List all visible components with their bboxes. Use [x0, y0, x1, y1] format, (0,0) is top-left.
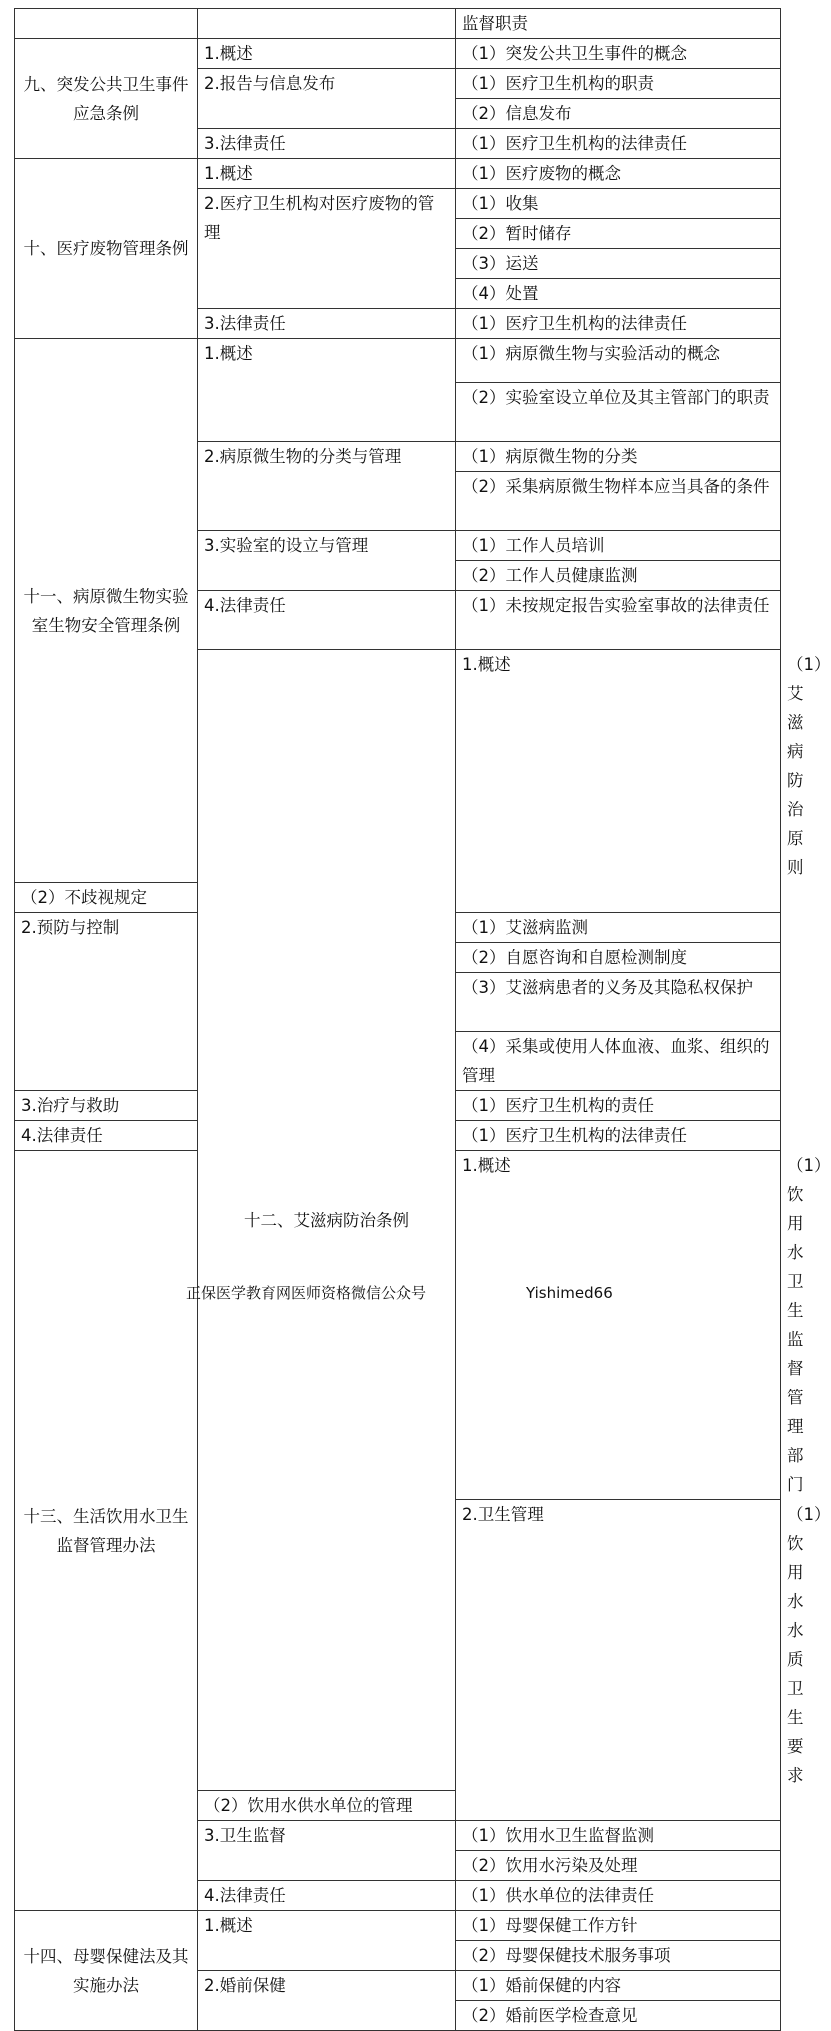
footer-source-text: 正保医学教育网医师资格微信公众号	[186, 1284, 427, 1302]
point-text: （2）自愿咨询和自愿检测制度	[456, 943, 781, 973]
point-text: （1）病原微生物与实验活动的概念	[456, 339, 781, 383]
item-label: 1.概述	[456, 650, 781, 913]
point-text: （2）婚前医学检查意见	[456, 2001, 781, 2031]
point-text: （1）医疗卫生机构的法律责任	[456, 129, 781, 159]
item-label: 3.法律责任	[198, 129, 456, 159]
point-text: （2）不歧视规定	[15, 883, 198, 913]
point-text: （1）婚前保健的内容	[456, 1971, 781, 2001]
point-text: （2）采集病原微生物样本应当具备的条件	[456, 472, 781, 531]
point-text: （2）饮用水污染及处理	[456, 1851, 781, 1881]
point-text: （1）病原微生物的分类	[456, 442, 781, 472]
item-label: 4.法律责任	[198, 1881, 456, 1911]
table-row	[15, 1911, 781, 1941]
point-text: （1）工作人员培训	[456, 531, 781, 561]
item-label: 2.卫生管理	[456, 1500, 781, 1821]
point-text: （1）艾滋病监测	[456, 913, 781, 943]
point-text: （1）医疗废物的概念	[456, 159, 781, 189]
table-row	[15, 339, 781, 383]
item-label: 3.实验室的设立与管理	[198, 531, 456, 591]
point-text: （1）突发公共卫生事件的概念	[456, 39, 781, 69]
unit-title: 十、医疗废物管理条例	[15, 159, 198, 339]
point-text: （1）饮用水卫生监督监测	[456, 1821, 781, 1851]
unit-title: 十四、母婴保健法及其实施办法	[15, 1911, 198, 2031]
point-text: （2）母婴保健技术服务事项	[456, 1941, 781, 1971]
point-text: （4）采集或使用人体血液、血浆、组织的管理	[456, 1032, 781, 1091]
point-text: （2）实验室设立单位及其主管部门的职责	[456, 383, 781, 442]
table-row: 十二、艾滋病防治条例 1.概述 （1）艾滋病防治原则	[15, 650, 781, 883]
item-label: 2.报告与信息发布	[198, 69, 456, 129]
unit-cell	[15, 9, 198, 39]
point-text: （2）信息发布	[456, 99, 781, 129]
item-label: 3.治疗与救助	[15, 1091, 198, 1121]
table-row	[15, 159, 781, 189]
item-label: 1.概述	[198, 1911, 456, 1971]
unit-title: 十三、生活饮用水卫生监督管理办法	[15, 1151, 198, 1911]
item-label: 1.概述	[198, 39, 456, 69]
point-text: （3）运送	[456, 249, 781, 279]
point-text: （1）医疗卫生机构的法律责任	[456, 1121, 781, 1151]
item-label: 3.法律责任	[198, 309, 456, 339]
item-label: 2.医疗卫生机构对医疗废物的管理	[198, 189, 456, 309]
point-text: （3）艾滋病患者的义务及其隐私权保护	[456, 973, 781, 1032]
table-row	[15, 39, 781, 69]
point-text: （1）医疗卫生机构的职责	[456, 69, 781, 99]
point-text: （1）医疗卫生机构的法律责任	[456, 309, 781, 339]
item-label: 2.婚前保健	[198, 1971, 456, 2031]
point-text: （2）暂时储存	[456, 219, 781, 249]
point-text: （2）饮用水供水单位的管理	[198, 1791, 456, 1821]
point-text: （1）母婴保健工作方针	[456, 1911, 781, 1941]
item-label: 1.概述	[198, 159, 456, 189]
item-label: 2.预防与控制	[15, 913, 198, 1091]
item-cell	[198, 9, 456, 39]
item-label: 4.法律责任	[198, 591, 456, 650]
table-row: 2.卫生管理 （1）饮用水水质卫生要求	[15, 1500, 781, 1791]
item-label: 4.法律责任	[15, 1121, 198, 1151]
footer-wechat-id: Yishimed66	[526, 1284, 613, 1302]
item-label: 1.概述	[456, 1151, 781, 1500]
unit-title: 十一、病原微生物实验室生物安全管理条例	[15, 339, 198, 883]
point-text: （1）收集	[456, 189, 781, 219]
point-text: （1）供水单位的法律责任	[456, 1881, 781, 1911]
unit-title: 十二、艾滋病防治条例	[198, 650, 456, 1791]
point-text: （4）处置	[456, 279, 781, 309]
point-text: （2）工作人员健康监测	[456, 561, 781, 591]
unit-title: 九、突发公共卫生事件应急条例	[15, 39, 198, 159]
item-label: 1.概述	[198, 339, 456, 442]
table-row: 十三、生活饮用水卫生监督管理办法 1.概述 （1）饮用水卫生监督管理部门	[15, 1151, 781, 1500]
point-cell: 监督职责	[456, 9, 781, 39]
item-label: 3.卫生监督	[198, 1821, 456, 1881]
page-footer	[0, 1281, 800, 1305]
table-row	[15, 9, 781, 39]
point-text: （1）医疗卫生机构的责任	[456, 1091, 781, 1121]
item-label: 2.病原微生物的分类与管理	[198, 442, 456, 531]
syllabus-table	[14, 8, 831, 2031]
point-text: （1）未按规定报告实验室事故的法律责任	[456, 591, 781, 650]
